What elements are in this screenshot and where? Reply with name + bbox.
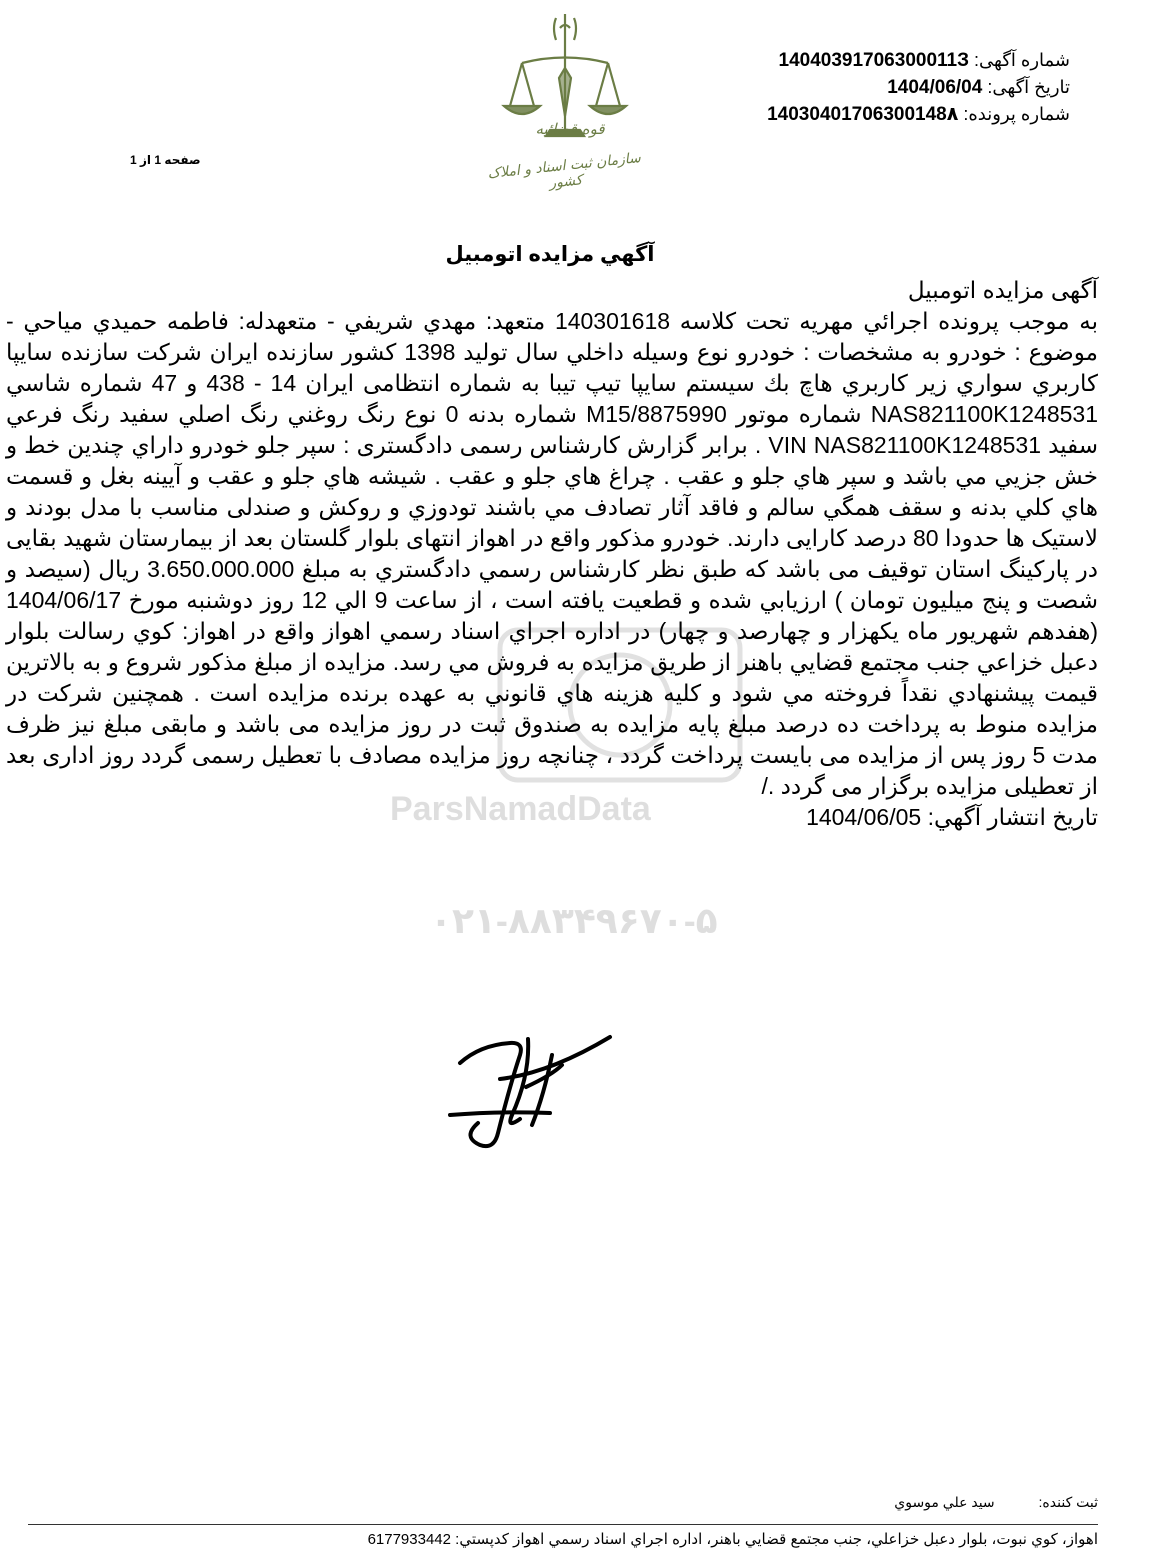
- publish-date-line: [6, 802, 1098, 833]
- page-indicator: صفحه 1 از 1: [130, 153, 201, 167]
- footer-divider: [28, 1524, 1098, 1525]
- notice-date-label: تاريخ آگهی:: [987, 77, 1070, 97]
- document-title: آگهي مزايده اتومبيل: [445, 243, 655, 266]
- notice-date: 1404/06/04: [887, 77, 983, 98]
- notice-meta: [767, 47, 1070, 128]
- signature-icon: [440, 1015, 630, 1165]
- judiciary-emblem-icon: [470, 8, 660, 198]
- publish-date-label: تاريخ انتشار آگهي:: [927, 804, 1098, 830]
- notice-body: [6, 275, 1098, 833]
- org-name-line1: قوه قضائیه: [535, 120, 605, 138]
- notice-date-line: [767, 74, 1070, 101]
- org-name-line2: سازمان ثبت اسناد و املاک کشور: [486, 150, 642, 192]
- notice-number-label: شماره آگهی:: [974, 50, 1070, 70]
- office-address: اهواز، كوي نبوت، بلوار دعبل خزاعلي، جنب مجتمع قضايي باهنر، اداره اجراي اسناد رسمي اهواز كدپستي: 6177933442: [367, 1531, 1098, 1548]
- case-number-label: شماره پرونده:: [963, 104, 1070, 124]
- body-paragraph: به موجب پرونده اجرائي مهريه تحت كلاسه 140301618 متعهد: مهدي شريفي - متعهدله: فاطمه حميدي مياحي - موضوع : خودرو به مشخصات : خودرو نوع وسيله داخلي سال توليد 1398 كشور سازنده ايران شركت سازنده سايپا كاربري سواري زير كاربري هاچ بك سيستم سايپا تيپ تيبا به شماره انتظامی ايران 14 - 438 و 47 شماره شاسي NAS821100K1248531 شماره موتور M15/8875990 شماره بدنه 0 نوع رنگ روغني رنگ اصلي سفيد رنگ فرعي سفيد VIN NAS821100K1248531 . برابر گزارش كارشناس رسمی دادگستری : سپر جلو خودرو داراي چندين خط و خش جزيي مي باشد و سپر هاي جلو و عقب . چراغ هاي جلو و عقب . شيشه هاي جلو و عقب و آيينه بغل و قسمت هاي كلي بدنه و سقف همگي سالم و فاقد آثار تصادف مي باشند تودوزي و روكش و صندلی مناسب با مدل بودند و لاستيک ها حدودا 80 درصد كارايی دارند. خودرو مذكور واقع در اهواز انتهای بلوار گلستان بعد از بيمارستان شهيد بقايی در پاركينگ استان توقيف می باشد كه طبق نظر كارشناس رسمي دادگستري به مبلغ 3.650.000.000 ريال (سيصد و شصت و پنج ميليون تومان ) ارزيابي شده و قطعيت يافته است ، از ساعت 9 الي 12 روز دوشنبه مورخ 1404/06/17 (هفدهم شهريور ماه يكهزار و چهارصد و چهار) در اداره اجراي اسناد رسمي اهواز واقع در اهواز: كوي رسالت بلوار دعبل خزاعي جنب مجتمع قضايي باهنر از طريق مزايده به فروش مي رسد. مزايده از مبلغ مذكور شروع و به بالاترين قيمت پيشنهادي نقداً فروخته مي شود و كليه هزينه هاي قانوني به عهده برنده مزايده است . همچنين شركت در مزايده منوط به پرداخت ده درصد مبلغ پايه مزايده به صندوق ثبت در روز مزايده می باشد و مابقی مبلغ نيز ظرف مدت 5 روز پس از مزايده می بايست پرداخت گردد ، چنانچه روز مزايده مصادف با تعطيل رسمی گردد روز اداری بعد از تعطيلی مزايده برگزار می گردد ./: [6, 308, 1099, 799]
- watermark-brand: ParsNamadData: [390, 790, 651, 828]
- body-heading: آگهی مزايده اتومبيل: [907, 277, 1098, 303]
- publish-date: 1404/06/05: [806, 804, 922, 830]
- case-number-line: [767, 101, 1070, 128]
- registrar-line: [894, 1494, 1098, 1511]
- registrar-label: ثبت كننده:: [1038, 1494, 1098, 1510]
- notice-number-line: [767, 47, 1070, 74]
- case-number: 14030401706300148٨: [767, 104, 959, 125]
- watermark-phone: ۰۲۱-۸۸۳۴۹۶۷۰-۵: [430, 900, 718, 941]
- registrar-name: سيد علي موسوي: [894, 1494, 995, 1510]
- notice-number: 14040391706300011З: [778, 50, 970, 71]
